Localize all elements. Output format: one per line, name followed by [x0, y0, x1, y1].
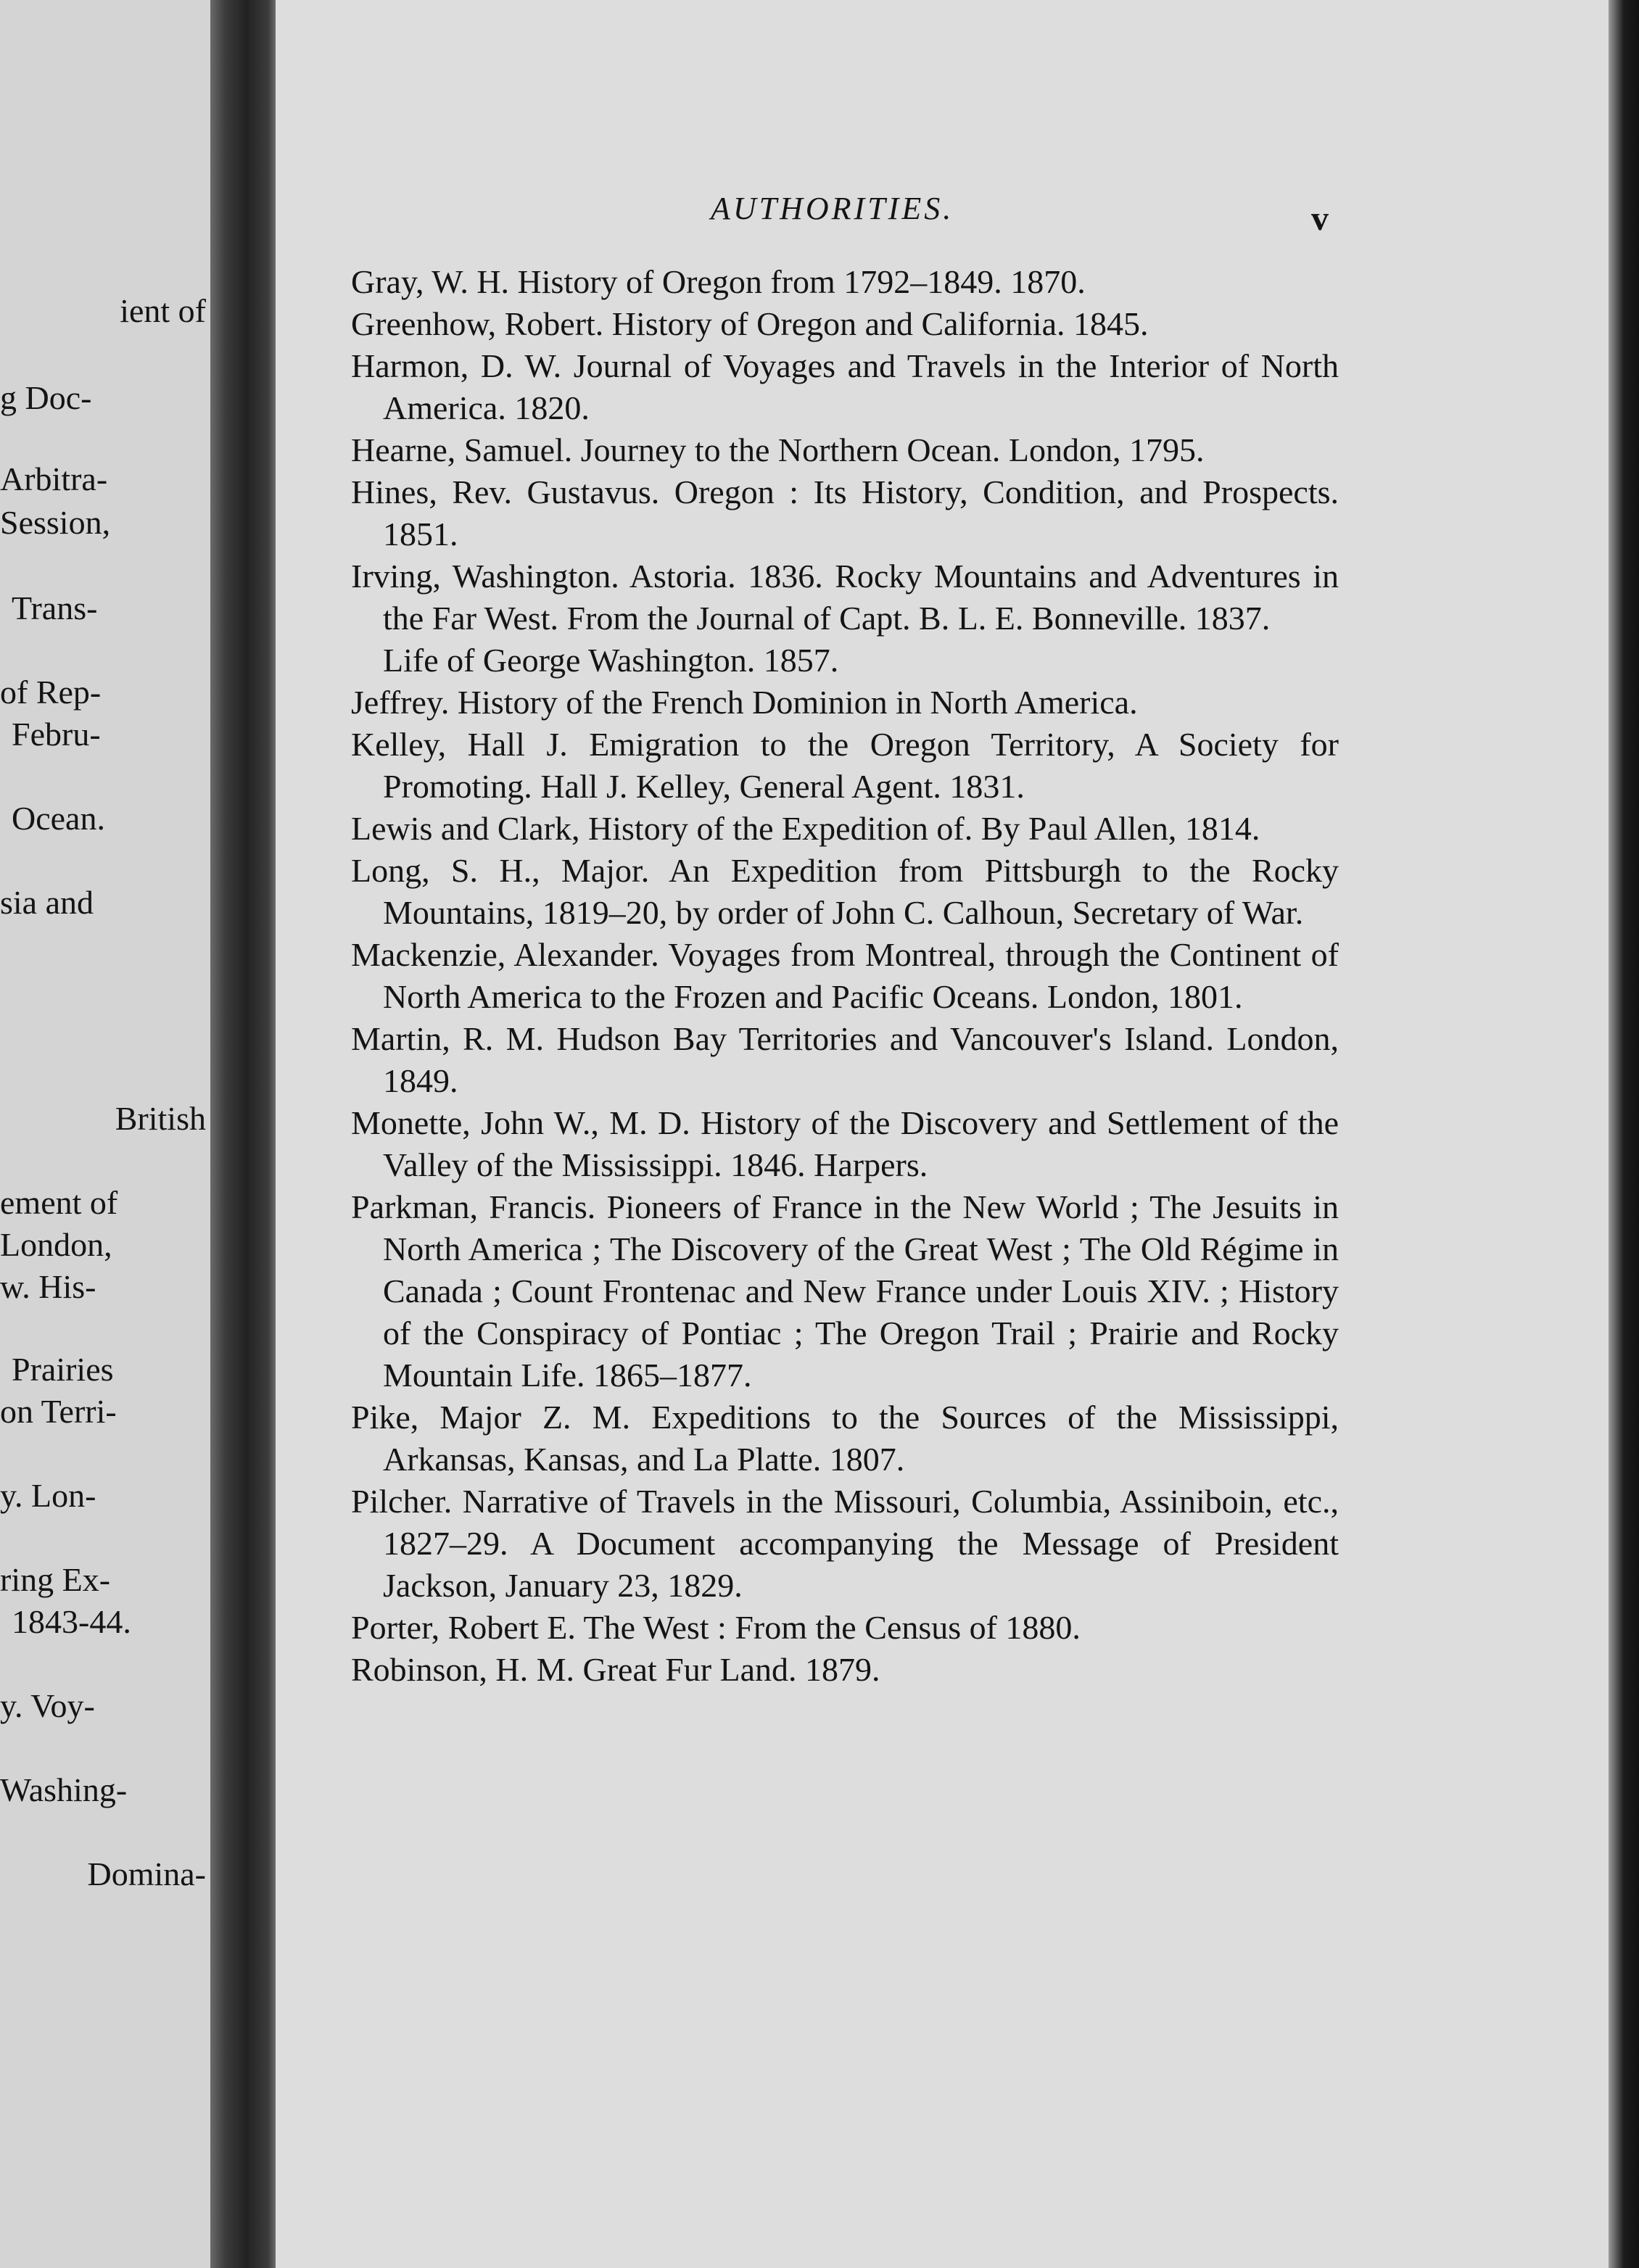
bibliography-entry: Hearne, Samuel. Journey to the Northern Ocean. London, 1795.: [351, 431, 1205, 468]
facing-page-line: British: [115, 1100, 206, 1137]
bibliography-entry: Harmon, D. W. Journal of Voyages and Travels in the Interior of North America. 1820.: [351, 347, 1339, 426]
facing-page-line: London,: [0, 1226, 112, 1263]
bibliography-entry: Pilcher. Narrative of Travels in the Missouri, Columbia, Assiniboin, etc., 1827–29. A Document accompanying the Message of President Jackson, January 23, 1829.: [351, 1483, 1339, 1604]
facing-page-line: sia and: [0, 884, 94, 921]
facing-page-line: Trans-: [12, 589, 98, 626]
bibliography-entry: Martin, R. M. Hudson Bay Territories and Vancouver's Island. London, 1849.: [351, 1020, 1339, 1099]
bibliography-entry: Hines, Rev. Gustavus. Oregon : Its History, Condition, and Prospects. 1851.: [351, 473, 1339, 552]
book-gutter: [210, 0, 283, 2268]
bibliography-entry: Porter, Robert E. The West : From the Census of 1880.: [351, 1609, 1081, 1646]
facing-page-line: y. Lon-: [0, 1477, 96, 1514]
facing-page-line: ement of: [0, 1184, 118, 1221]
page-edge-shadow: [1609, 0, 1639, 2268]
running-head: AUTHORITIES.: [711, 191, 954, 226]
facing-page-line: ient of: [120, 292, 206, 329]
bibliography-entry: Long, S. H., Major. An Expedition from Pittsburgh to the Rocky Mountains, 1819–20, by order of John C. Calhoun, Secretary of War.: [351, 852, 1339, 931]
bibliography-list: [351, 261, 1339, 1691]
facing-page-line: Febru-: [12, 716, 101, 753]
bibliography-entry: Greenhow, Robert. History of Oregon and California. 1845.: [351, 305, 1149, 342]
facing-page-line: w. His-: [0, 1268, 96, 1305]
facing-page-line: of Rep-: [0, 674, 102, 711]
facing-page-line: Domina-: [87, 1855, 206, 1892]
facing-page-line: Session,: [0, 504, 111, 541]
bibliography-entry: Lewis and Clark, History of the Expedition of. By Paul Allen, 1814.: [351, 810, 1260, 847]
facing-page-line: on Terri-: [0, 1393, 117, 1430]
bibliography-entry: Parkman, Francis. Pioneers of France in the New World ; The Jesuits in North America ; The Discovery of the Great West ; The Old Régime in Canada ; Count Frontenac and New France under Louis XIV. ; History of the Conspiracy of Pontiac ; The Oregon Trail ; Prairie and Rocky Mountain Life. 1865–1877.: [351, 1188, 1339, 1394]
bibliography-entry: Monette, John W., M. D. History of the Discovery and Settlement of the Valley of the Mississippi. 1846. Harpers.: [351, 1104, 1339, 1183]
facing-page-line: 1843-44.: [12, 1603, 131, 1640]
facing-page-line: Prairies: [12, 1351, 114, 1388]
bibliography-entry: Pike, Major Z. M. Expeditions to the Sources of the Mississippi, Arkansas, Kansas, and La Platte. 1807.: [351, 1399, 1339, 1478]
facing-page-line: ring Ex-: [0, 1561, 111, 1598]
page-number: v: [1311, 199, 1329, 238]
bibliography-entry: Irving, Washington. Astoria. 1836. Rocky Mountains and Adventures in the Far West. From the Journal of Capt. B. L. E. Bonneville. 1837.: [351, 558, 1339, 637]
bibliography-entry: Mackenzie, Alexander. Voyages from Montreal, through the Continent of North America to the Frozen and Pacific Oceans. London, 1801.: [351, 936, 1339, 1015]
facing-page-fragment: [0, 0, 218, 2268]
facing-page-line: Arbitra-: [0, 460, 108, 497]
bibliography-entry: Gray, W. H. History of Oregon from 1792–1849. 1870.: [351, 263, 1086, 300]
bibliography-entry: Jeffrey. History of the French Dominion in North America.: [351, 684, 1138, 721]
facing-page-line: g Doc-: [0, 379, 92, 416]
bibliography-entry: Robinson, H. M. Great Fur Land. 1879.: [351, 1651, 880, 1688]
facing-page-line: Washing-: [0, 1771, 128, 1808]
bibliography-entry: Kelley, Hall J. Emigration to the Oregon Territory, A Society for Promoting. Hall J. Kelley, General Agent. 1831.: [351, 726, 1339, 805]
facing-page-line: y. Voy-: [0, 1687, 95, 1724]
bibliography-subentry: Life of George Washington. 1857.: [383, 642, 839, 679]
facing-page-line: Ocean.: [12, 800, 105, 837]
